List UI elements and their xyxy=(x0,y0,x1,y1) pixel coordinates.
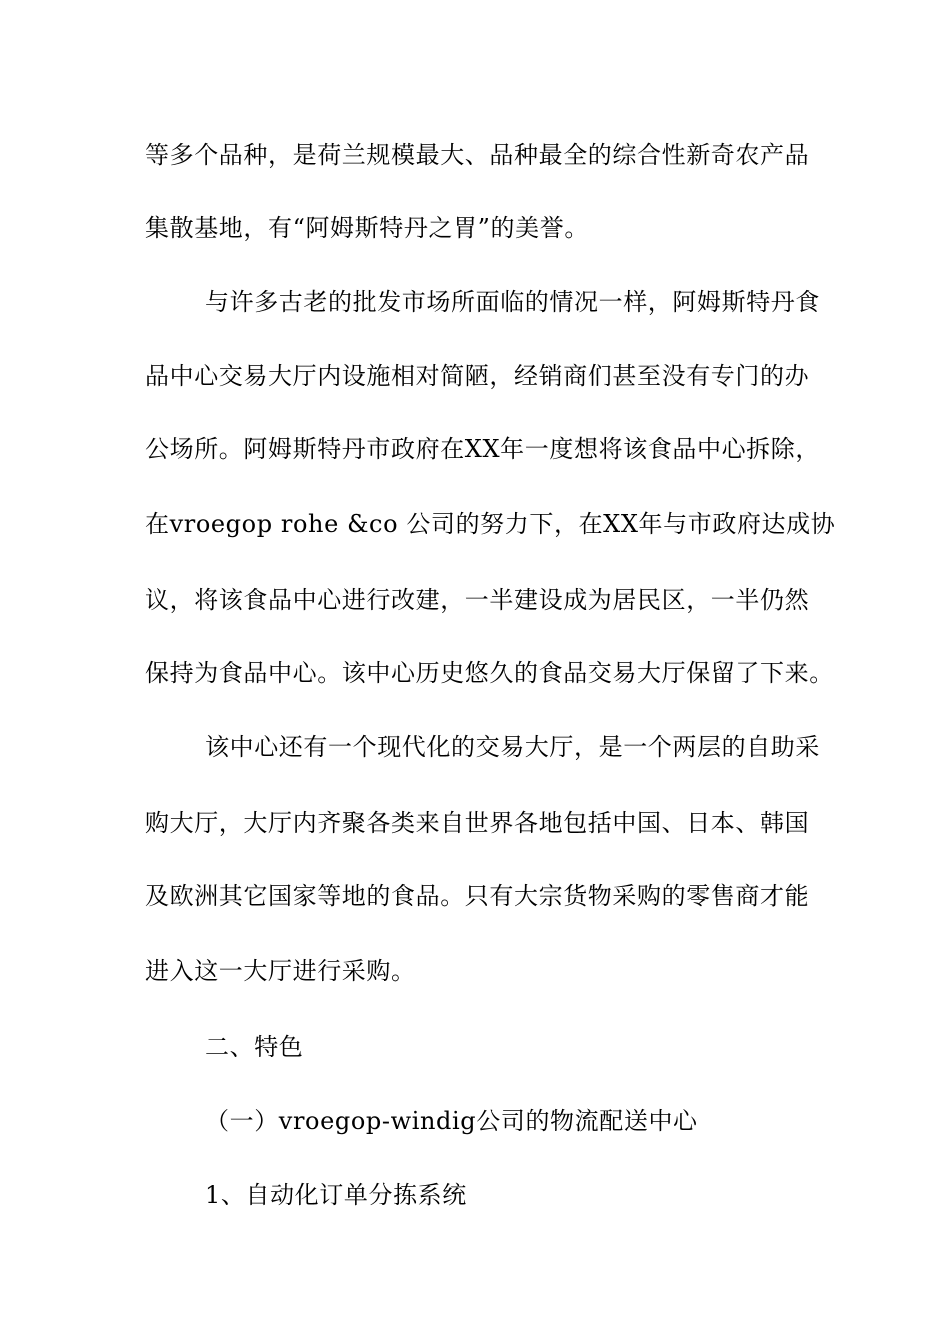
subsection-heading: （一）vroegop-windig公司的物流配送中心 xyxy=(205,1107,698,1135)
paragraph-start-line: 与许多古老的批发市场所面临的情况一样，阿姆斯特丹食 xyxy=(205,288,820,316)
text-line: 公场所。阿姆斯特丹市政府在XX年一度想将该食品中心拆除， xyxy=(145,435,820,463)
paragraph-start-line: 该中心还有一个现代化的交易大厅，是一个两层的自助采 xyxy=(205,733,820,761)
text-line: 进入这一大厅进行采购。 xyxy=(145,957,416,985)
text-line: 购大厅，大厅内齐聚各类来自世界各地包括中国、日本、韩国 xyxy=(145,809,810,837)
text-line: 及欧洲其它国家等地的食品。只有大宗货物采购的零售商才能 xyxy=(145,882,810,910)
text-line: 集散基地，有“阿姆斯特丹之胃”的美誉。 xyxy=(145,214,589,242)
section-heading: 二、特色 xyxy=(205,1033,304,1061)
text-line: 议，将该食品中心进行改建，一半建设成为居民区，一半仍然 xyxy=(145,586,810,614)
text-line: 保持为食品中心。该中心历史悠久的食品交易大厅保留了下来。 xyxy=(145,659,834,687)
text-line: 品中心交易大厅内设施相对简陋，经销商们甚至没有专门的办 xyxy=(145,362,810,390)
text-line: 在vroegop rohe &co 公司的努力下，在XX年与市政府达成协 xyxy=(145,510,836,538)
item-heading: 1、自动化订单分拣系统 xyxy=(205,1181,467,1209)
text-line: 等多个品种，是荷兰规模最大、品种最全的综合性新奇农产品 xyxy=(145,141,810,169)
